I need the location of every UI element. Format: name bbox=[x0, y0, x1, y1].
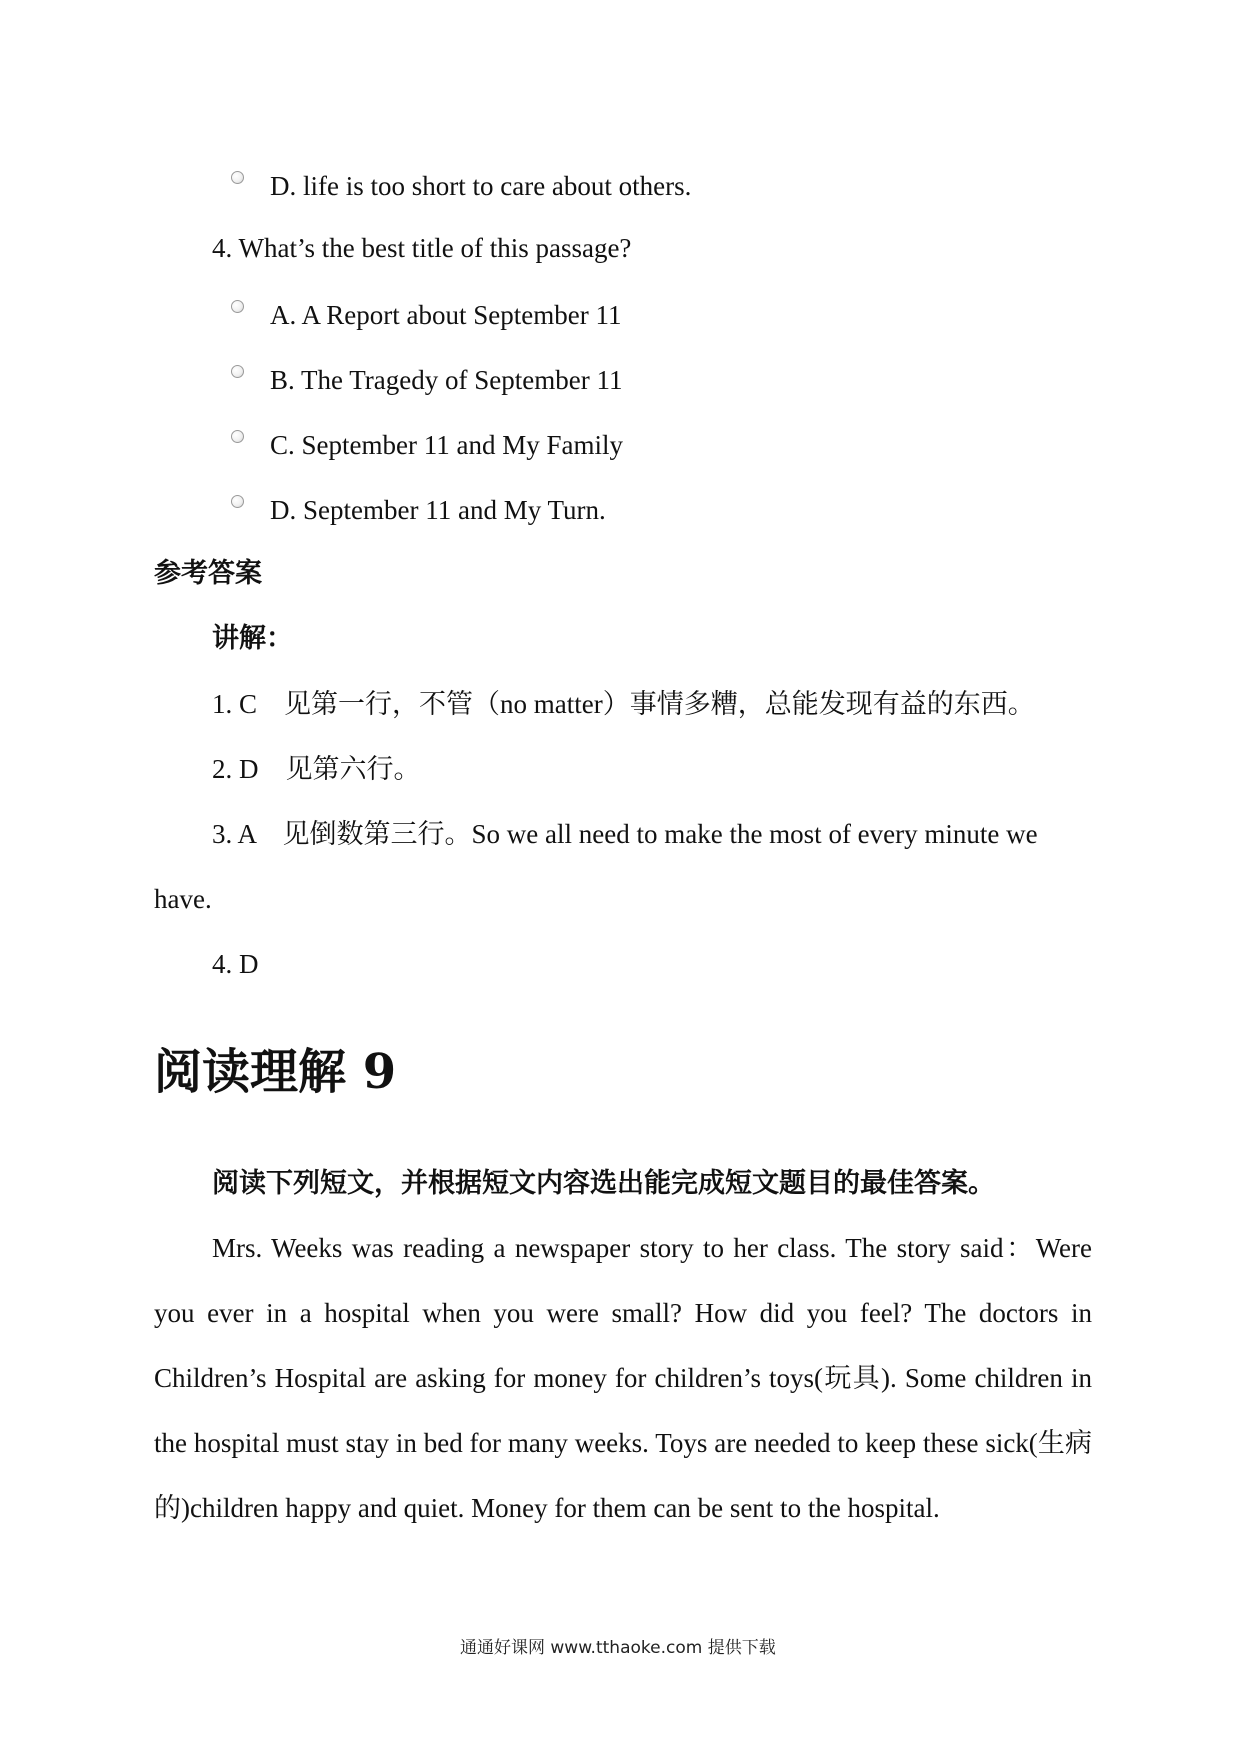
q4-option-a: A. A Report about September 11 bbox=[270, 300, 622, 330]
q3-option-d: D. life is too short to care about others. bbox=[270, 171, 692, 201]
explain-label: 讲解： bbox=[212, 623, 293, 654]
option-radio[interactable] bbox=[231, 300, 244, 313]
answer-item: 4. D bbox=[212, 949, 259, 979]
option-radio[interactable] bbox=[231, 365, 244, 378]
answer-title: 参考答案 bbox=[154, 558, 262, 589]
answer-item: 2. D 见第六行。 bbox=[212, 754, 421, 784]
option-radio[interactable] bbox=[231, 171, 244, 184]
answer-item: 3. A 见倒数第三行。So we all need to make the most of every minute we bbox=[212, 819, 1038, 849]
answer-item-continued: have. bbox=[154, 884, 212, 914]
question-4: 4. What’s the best title of this passage? bbox=[212, 233, 632, 263]
section-heading: 阅读理解 9 bbox=[154, 1044, 397, 1100]
passage: Mrs. Weeks was reading a newspaper story to her class. The story said：Were you ever in a hospital when you were small? How did you feel? The doctors in Children’s Hospital are asking for money for children’s toys(玩具). Some children in the hospital must stay in bed for many weeks. Toys are needed to keep these sick(生病的)children happy and quiet. Money for them can be sent to the hospital. bbox=[154, 1233, 1092, 1523]
instruction: 阅读下列短文，并根据短文内容选出能完成短文题目的最佳答案。 bbox=[212, 1168, 995, 1199]
option-radio[interactable] bbox=[231, 495, 244, 508]
q4-option-b: B. The Tragedy of September 11 bbox=[270, 365, 623, 395]
q4-option-d: D. September 11 and My Turn. bbox=[270, 495, 606, 525]
q4-option-c: C. September 11 and My Family bbox=[270, 430, 623, 460]
option-radio[interactable] bbox=[231, 430, 244, 443]
footer-text: 通通好课网 www.tthaoke.com 提供下载 bbox=[460, 1638, 776, 1658]
answer-item: 1. C 见第一行，不管（no matter）事情多糟，总能发现有益的东西。 bbox=[212, 689, 1035, 719]
